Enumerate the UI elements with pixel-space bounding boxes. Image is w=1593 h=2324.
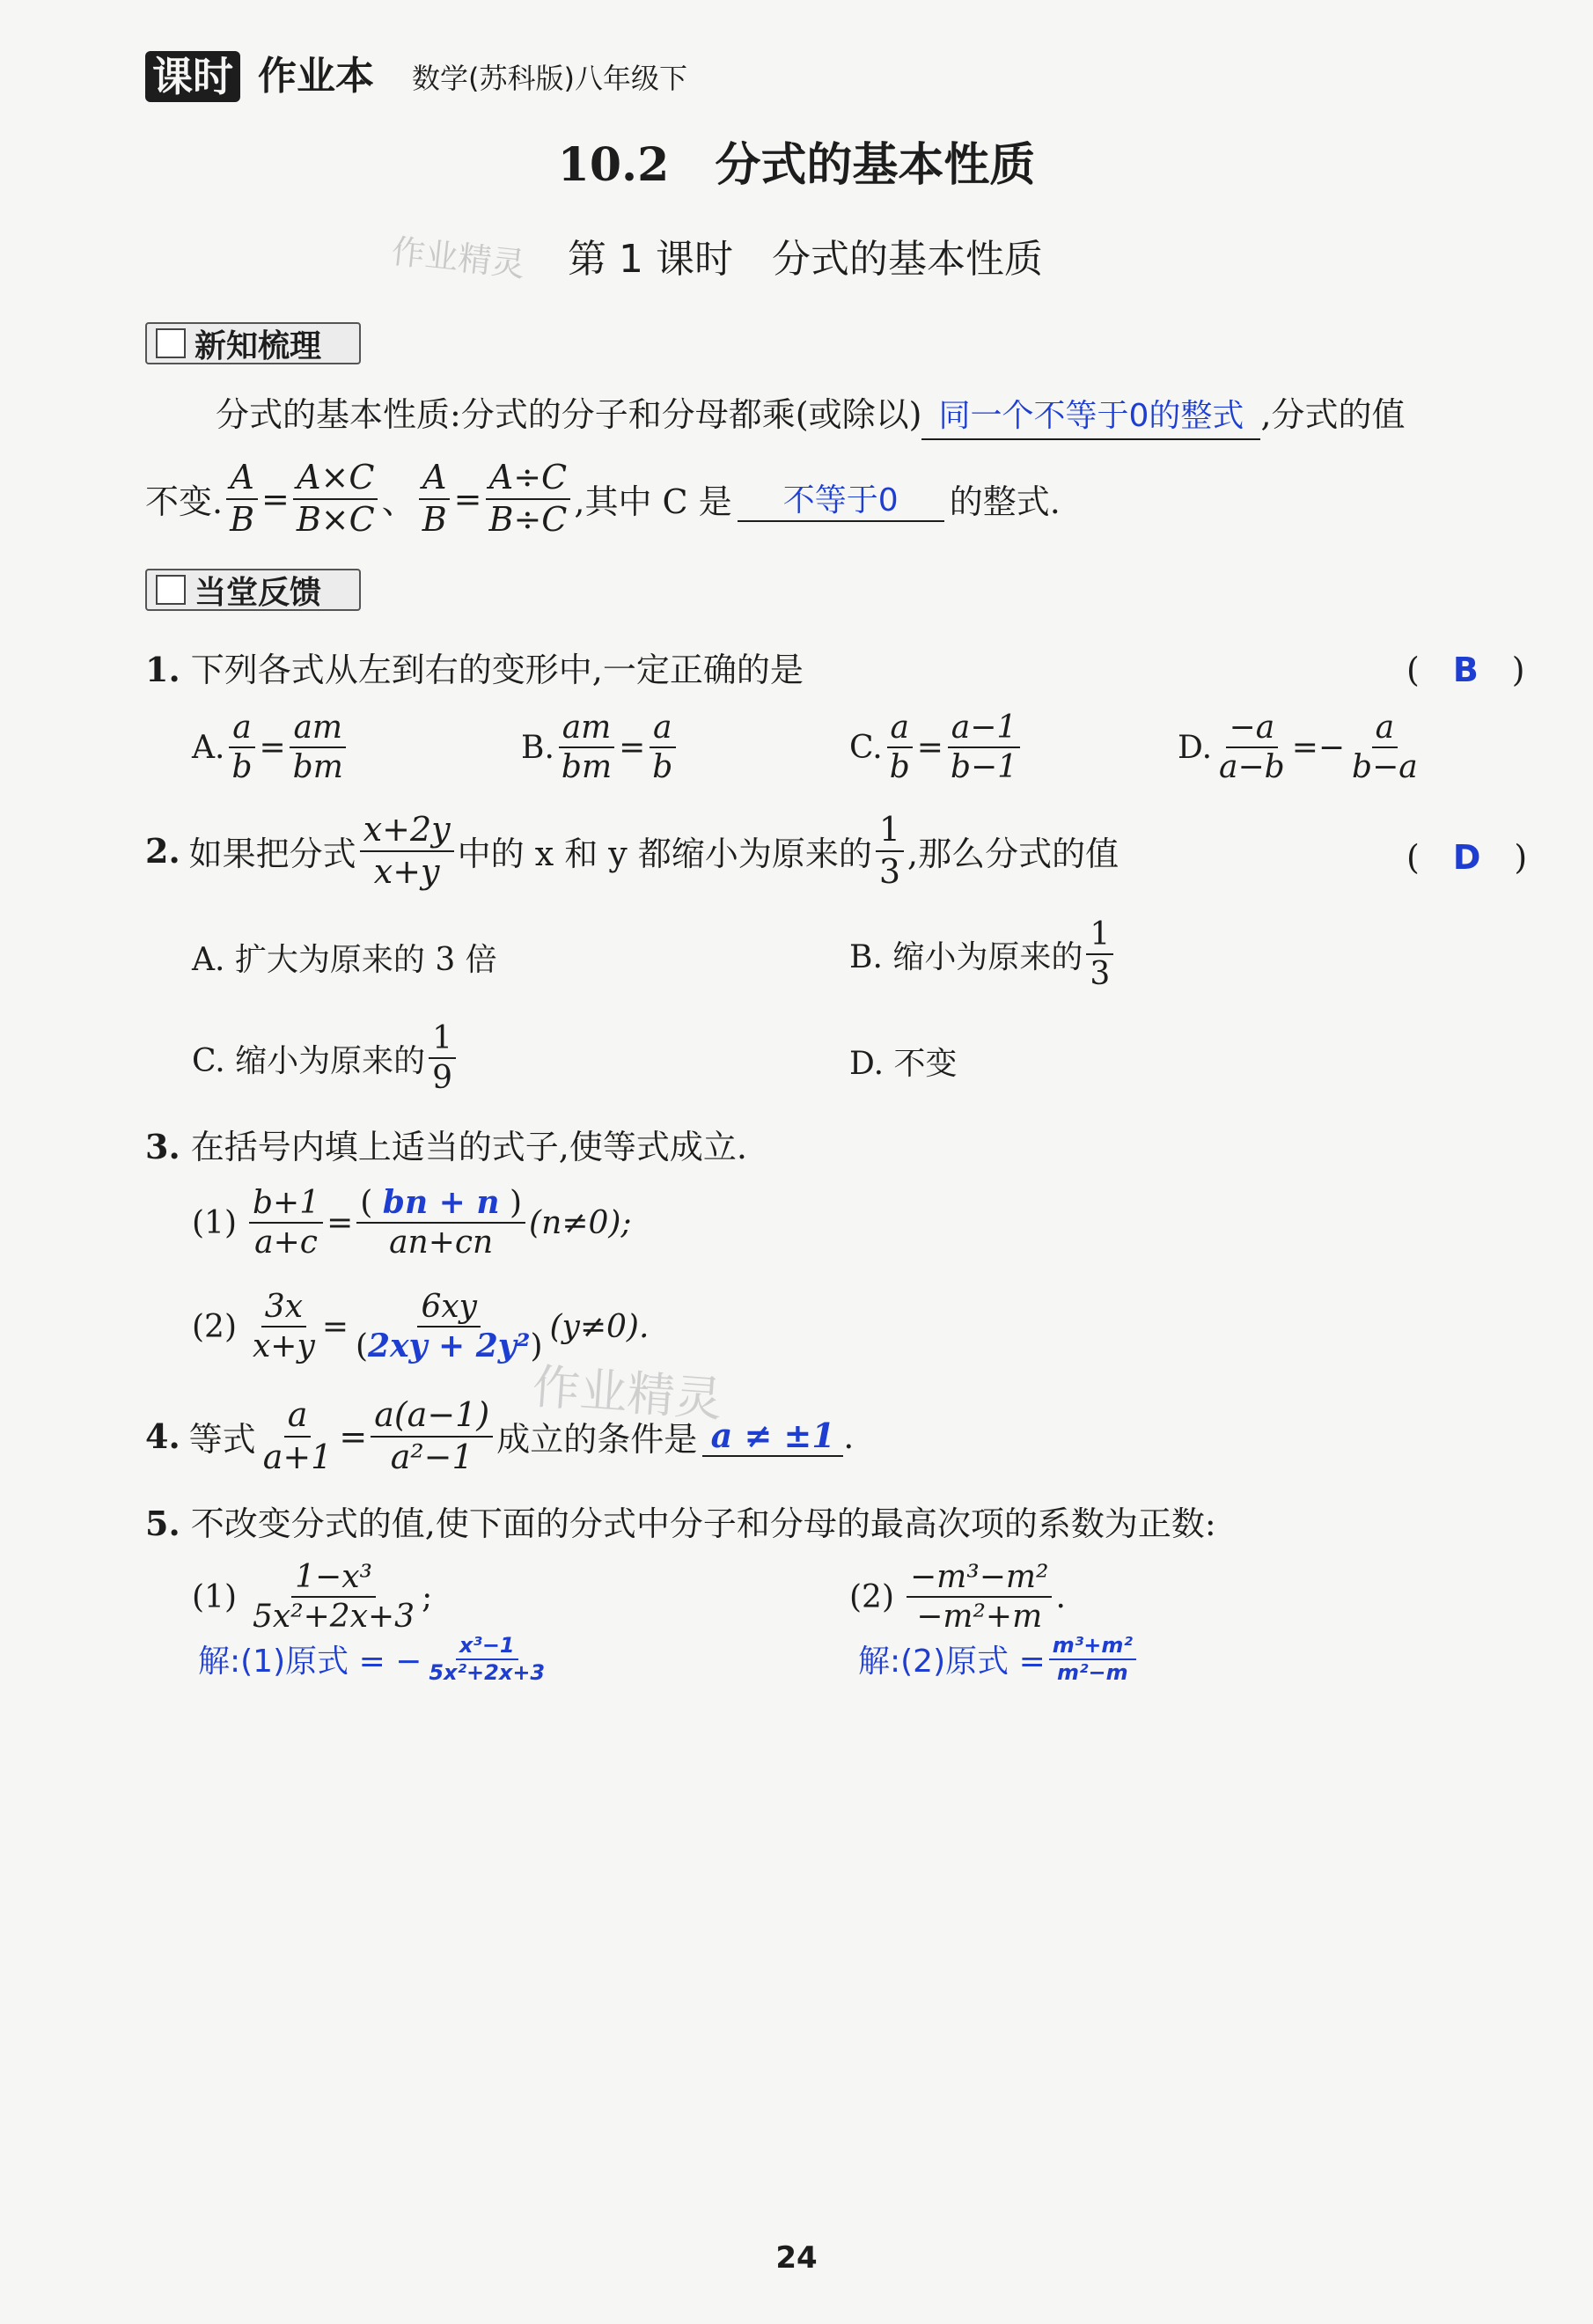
pencil-icon: [156, 575, 186, 605]
q5-part2: (2) $\frac{\text{−m³−m²}}{\text{−m²+m}}$ .: [849, 1559, 1066, 1636]
intro-line1: [216, 393, 1406, 440]
q5-part1: (1) $\frac{\text{1−x³}}{\text{5x²+2x+3}}$ ;: [192, 1559, 433, 1636]
q1-option-a: A. $\frac{a}{b}$ = $\frac{am}{bm}$: [192, 709, 350, 786]
q3-stem: 3. 在括号内填上适当的式子,使等式成立.: [145, 1127, 747, 1166]
section-xinzhi: [145, 322, 361, 364]
q2-option-b: B. 缩小为原来的 $\frac{1}{3}$: [849, 916, 1117, 993]
q2-stem: 2. 如果把分式 $\frac{x+2y}{x+y}$ 中的 x 和 y 都缩小为原来的 $\frac{1}{3}$ ,那么分式的值: [145, 810, 1120, 891]
intro-text-b: ,分式的值: [1260, 395, 1406, 434]
page-title: 10.2 分式的基本性质: [557, 138, 1036, 192]
page-number: 24: [775, 2240, 818, 2276]
q3-number: 3.: [145, 1127, 180, 1166]
watermark: 作业精灵: [389, 232, 527, 284]
q4-number: 4.: [145, 1416, 180, 1457]
intro-text-e: 的整式.: [949, 482, 1061, 522]
logo-keshi: 课时: [145, 51, 240, 102]
frac-a-b-1: $\frac{A}{B}$: [226, 458, 258, 540]
q4-stem: 4. 等式 $\frac{a}{a+1}$ = $\frac{a(a-1)}{\text{a²−1}}$ 成立的条件是 a ≠ ±1 .: [145, 1395, 855, 1476]
q3-part1: (1) $\frac{b+1}{a+c}$ = $\frac{( bn + n )}{an+cn}$ (n≠0);: [192, 1184, 632, 1261]
q2-one-third: $\frac{1}{3}$: [876, 810, 904, 892]
q2-option-a: A. 扩大为原来的 3 倍: [192, 942, 497, 978]
q2-answer: D: [1452, 838, 1481, 877]
q2-option-c: C. 缩小为原来的 $\frac{1}{9}$: [192, 1019, 459, 1097]
intro-blank-1: [921, 393, 1260, 440]
frac-a-b-2: $\frac{A}{B}$: [419, 458, 451, 540]
q2-fraction: $\frac{x+2y}{x+y}$: [360, 810, 454, 892]
frac-ac-bc: $\frac{A\times C}{B\times C}$: [293, 458, 378, 540]
q5-solution-2: 解:(2)原式 = $\frac{\text{m³+m²}}{\text{m²−m}}$: [858, 1633, 1140, 1686]
watermark-2: 作业精灵: [530, 1358, 724, 1428]
header-subject: 数学(苏科版)八年级下: [412, 62, 687, 95]
q1-text: 下列各式从左到右的变形中,一定正确的是: [190, 651, 804, 689]
intro-sep: 、: [381, 482, 415, 522]
intro-line2: 不变. $\frac{A}{B}$ = $\frac{A\times C}{B\times C}$ 、 $\frac{A}{B}$ = $\frac{A\div C}{B\div C}$ ,其中 C 是 不等于0 的整式.: [145, 458, 1061, 539]
q4-blank: [702, 1416, 843, 1457]
section-xinzhi-label: 新知梳理: [195, 327, 322, 364]
q1-option-d: D. $\frac{-a}{a-b}$ = − $\frac{a}{b-a}$: [1178, 710, 1418, 786]
q3-part2: (2) $\frac{3x}{x+y}$ = $\frac{6xy}{\text{(2xy + 2y²)}}$ (y≠0).: [192, 1289, 650, 1365]
intro-text-c: 不变.: [145, 482, 224, 522]
q1-answer-box: ( B ): [1406, 651, 1525, 689]
q2-number: 2.: [145, 831, 180, 872]
intro-answer-2: 不等于0: [782, 482, 899, 519]
q1-option-b: B. $\frac{am}{bm}$ = $\frac{a}{b}$: [521, 709, 679, 786]
section-dangtang: [145, 569, 361, 611]
intro-blank-2: [738, 475, 944, 522]
frac-adc-bdc: $\frac{A\div C}{B\div C}$: [486, 458, 571, 540]
intro-text-d: ,其中 C 是: [574, 482, 732, 522]
q1-number: 1.: [145, 650, 180, 689]
q2-answer-box: ( D ): [1406, 838, 1528, 877]
q3-answer-1: bn + n: [382, 1184, 500, 1221]
q5-solution-1: 解:(1)原式 = − $\frac{\text{x³−1}}{\text{5x²+2x+3}}$: [198, 1633, 546, 1685]
q3-answer-2: 2xy + 2y²: [368, 1327, 531, 1365]
page-subtitle: 第 1 课时 分式的基本性质: [568, 237, 1043, 282]
intro-text-a: 分式的基本性质:分式的分子和分母都乘(或除以): [216, 395, 922, 434]
q1-stem: [145, 643, 804, 691]
logo-book: 作业本: [258, 54, 374, 99]
q5-number: 5.: [145, 1504, 180, 1543]
book-icon: [156, 328, 186, 358]
q5-stem: 5. 不改变分式的值,使下面的分式中分子和分母的最高次项的系数为正数:: [145, 1504, 1216, 1543]
q1-answer: B: [1452, 651, 1479, 689]
q1-option-c: C. $\frac{a}{b}$ = $\frac{a-1}{b-1}$: [849, 709, 1024, 786]
q2-option-d: D. 不变: [849, 1046, 958, 1082]
intro-answer-1: 同一个不等于0的整式: [938, 398, 1244, 434]
section-dangtang-label: 当堂反馈: [195, 574, 322, 611]
q4-answer: a ≠ ±1: [710, 1416, 835, 1456]
